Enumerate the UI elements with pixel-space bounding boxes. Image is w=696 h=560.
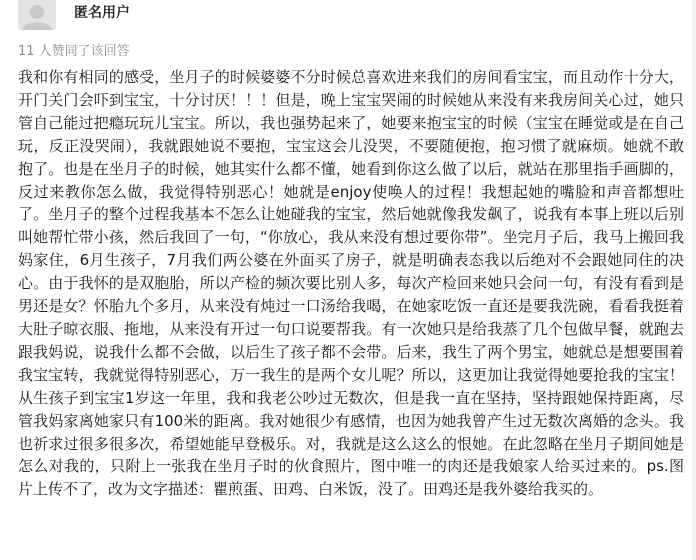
scrollbar-track[interactable] <box>692 0 696 560</box>
answer-body: 我和你有相同的感受，坐月子的时候婆婆不分时候总喜欢进来我们的房间看宝宝，而且动作十分大，开门关门会吓到宝宝，十分讨厌！！！但是，晚上宝宝哭闹的时候她从来没有来我房间关心过，她只管自己能过把瘾玩玩儿宝宝。所以，我也强势起来了，她要来抱宝宝的时候（宝宝在睡觉或是在自己玩，反正没哭闹），我就跟她说不要抱，宝宝这会儿没哭，不要随便抱，抱习惯了就麻烦。她就不敢抱了。也是在坐月子的时候，她其实什么都不懂，她看到你这么做了以后，就站在那里指手画脚的，反过来教你怎么做，我觉得特别恶心！她就是enjoy使唤人的过程！我想起她的嘴脸和声音都想吐了。坐月子的整个过程我基本不怎么让她碰我的宝宝，然后她就像我发飙了，说我有本事上班以后别叫她帮忙带小孩，然后我回了一句，“你放心，我从来没有想过要你带”。坐完月子后，我马上搬回我妈家住，6月生孩子，7月我们两公婆在外面买了房子，就是明确表态我以后绝对不会跟她同住的决心。由于我怀的是双胞胎，所以产检的频次要比别人多，每次产检回来她只会问一句，有没有看到是男还是女？怀胎九个多月，从来没有炖过一口汤给我喝，在她家吃饭一直还是要我洗碗，看看我挺着大肚子晾衣服、拖地，从来没有开过一句口说要帮我。有一次她只是给我蒸了几个包做早餐，就跑去跟我妈说，说我什么都不会做，以后生了孩子都不会带。后来，我生了两个男宝，她就总是想要围着我宝宝转，我就觉得特别恶心，万一我生的是两个女儿呢？所以，这更加让我觉得她要抢我的宝宝！从生孩子到宝宝1岁这一年里，我和我老公吵过无数次，但是我一直在坚持，坚持跟她保持距离，尽管我妈家离她家只有100米的距离。我对她很少有感情，也因为她我曾产生过无数次离婚的念头。我也祈求过很多很多次，希望她能早登极乐。对，我就是这么这么的恨她。在此忽略在坐月子期间她是怎么对我的，只附上一张我在坐月子时的伙食照片，图中唯一的肉还是我娘家人给买过来的。ps.图片上传不了，改为文字描述：瞿煎蛋、田鸡、白米饭，没了。田鸡还是我外婆给我买的。 <box>18 68 684 499</box>
avatar-silhouette-icon <box>18 0 56 30</box>
anonymous-avatar-icon[interactable] <box>18 0 56 30</box>
author-name[interactable]: 匿名用户 <box>74 5 130 21</box>
likes-count[interactable]: 11 人赞同了该回答 <box>18 44 130 59</box>
answer-header <box>0 0 696 36</box>
